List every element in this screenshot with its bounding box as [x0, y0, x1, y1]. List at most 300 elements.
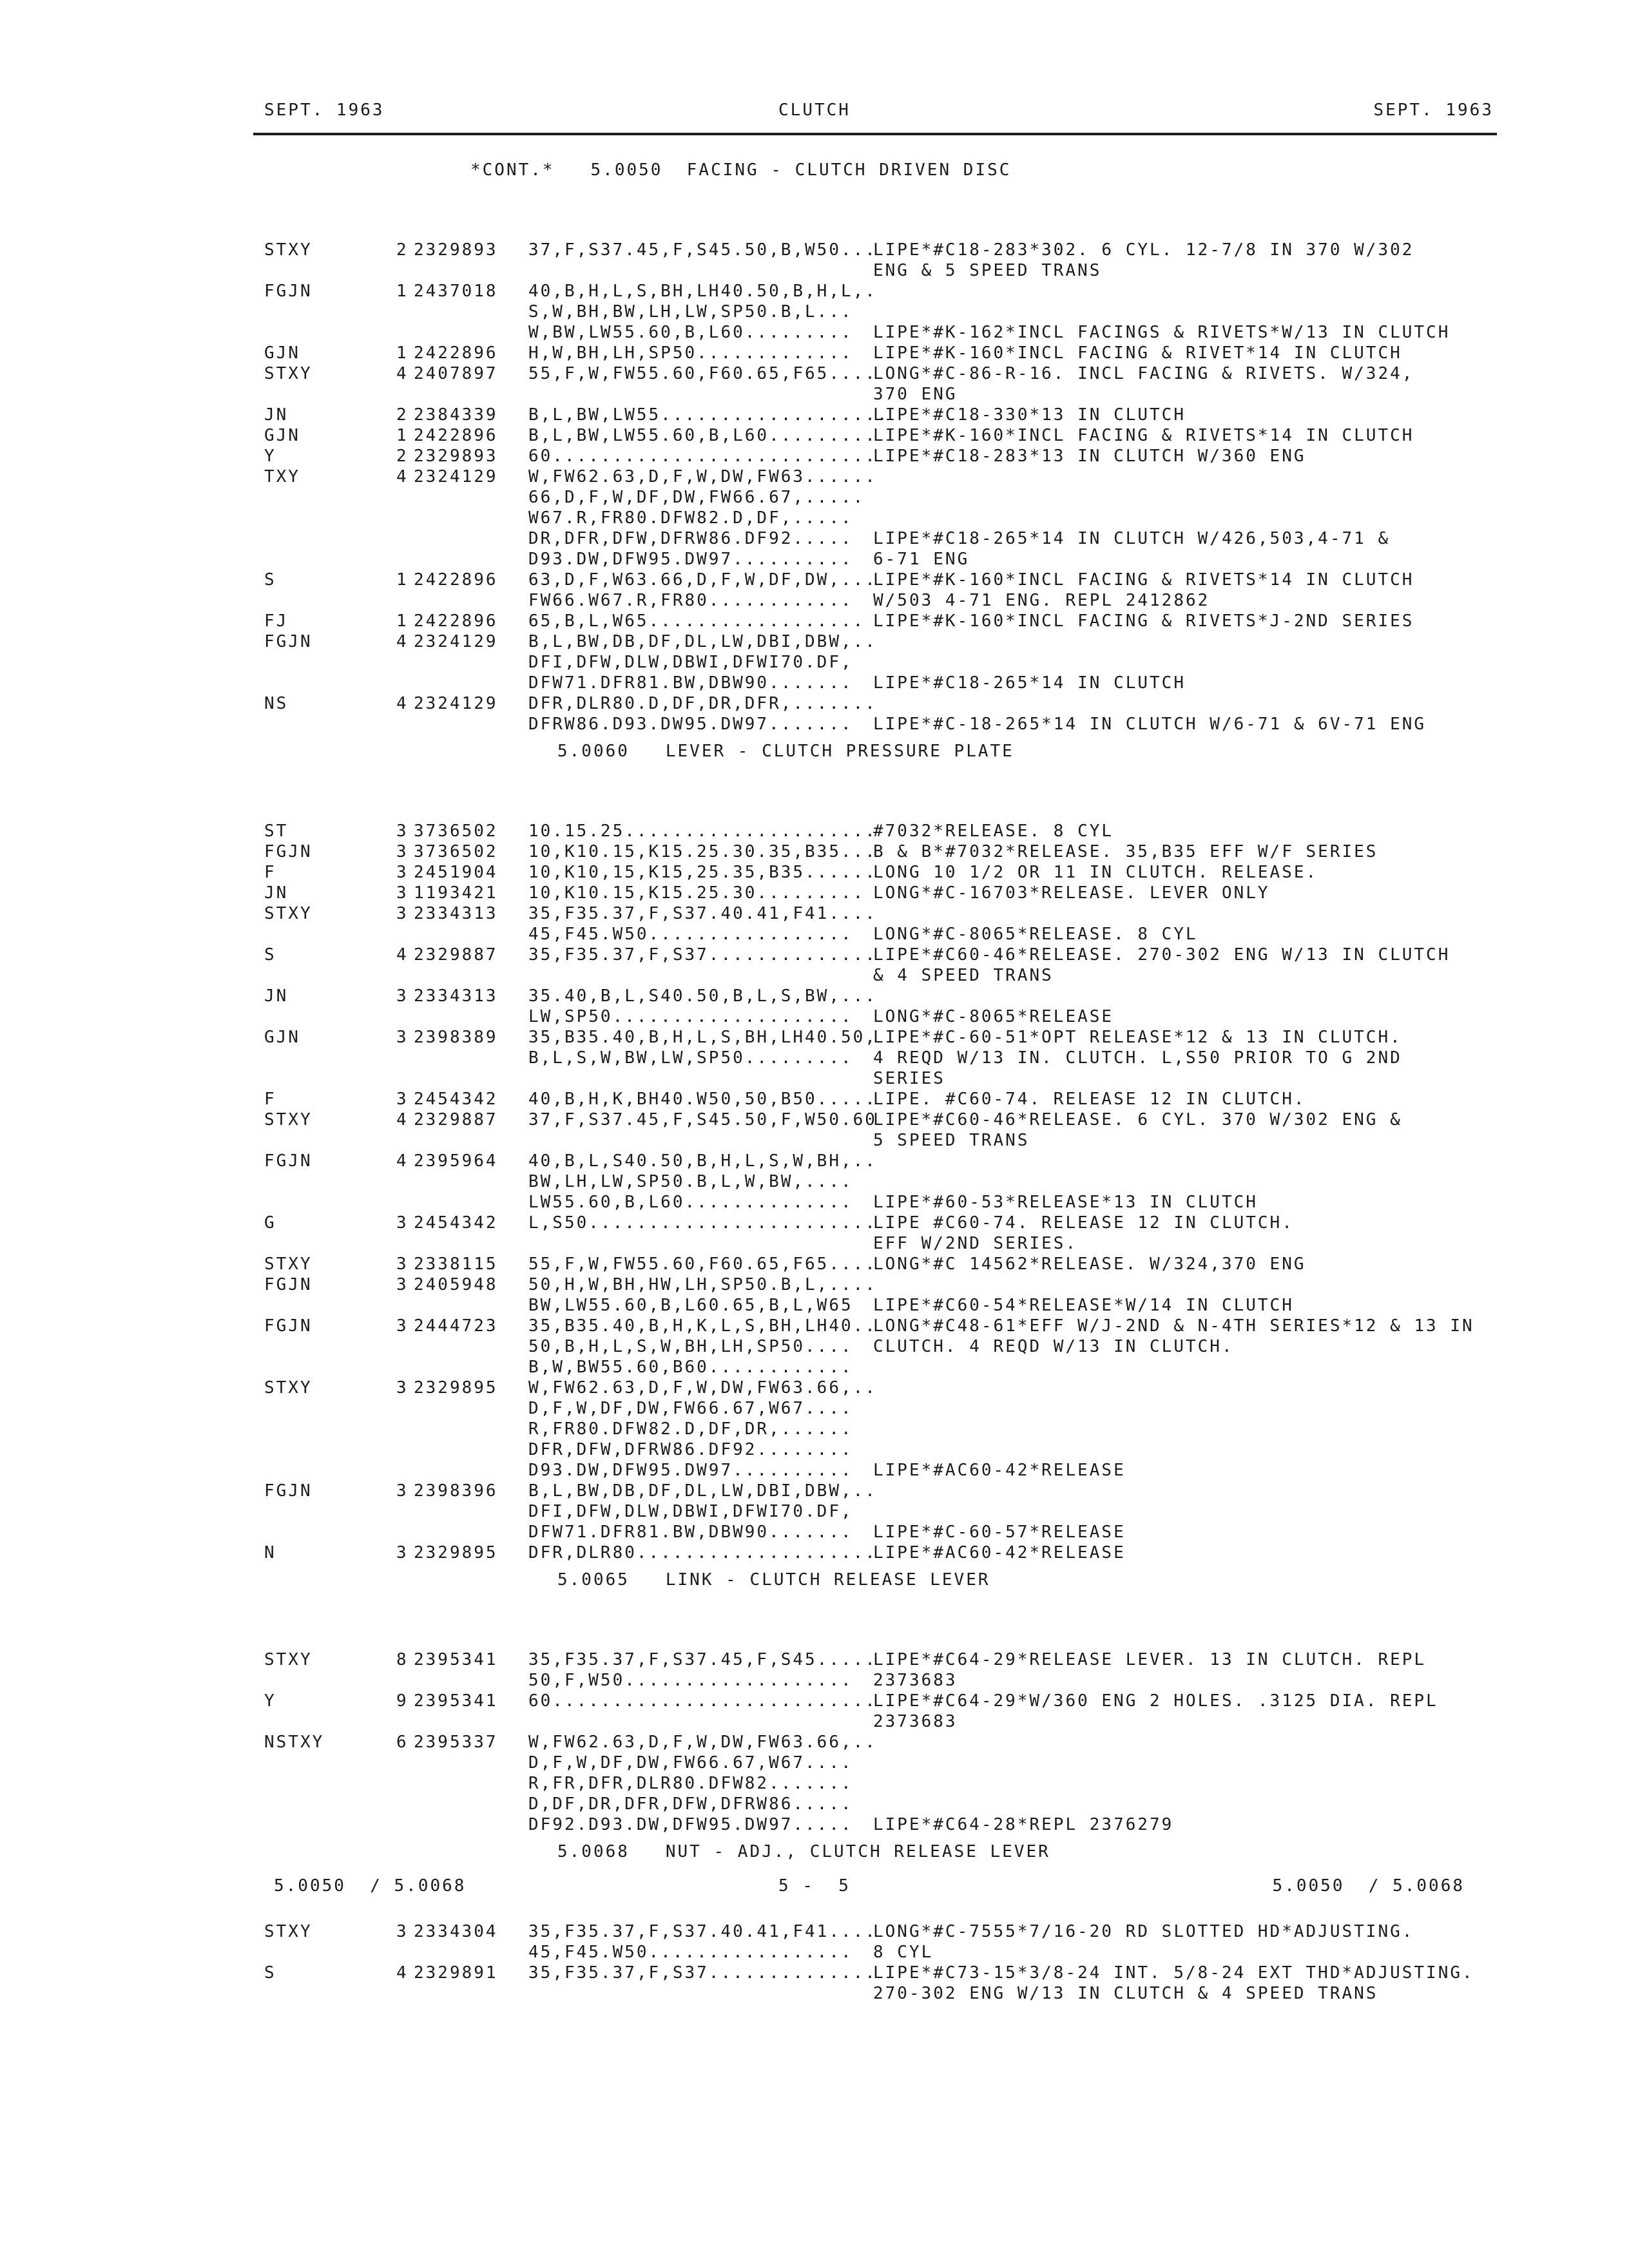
part-entry-continuation — [264, 1006, 1553, 1027]
part-description: LIPE*#C18-265*14 IN CLUTCH — [873, 673, 1186, 693]
model-code: TXY — [264, 467, 300, 486]
model-code: STXY — [264, 364, 313, 383]
quantity: 3 — [396, 1028, 409, 1047]
model-code: FGJN — [264, 282, 313, 301]
application-codes: 10,K10.15,K15.25.30.35,B35... — [528, 842, 877, 861]
quantity: 4 — [396, 1151, 409, 1171]
part-entry-continuation — [264, 1711, 1553, 1732]
application-codes: 10.15.25..................... — [528, 822, 877, 841]
application-codes: D93.DW,DFW95.DW97.......... — [528, 550, 853, 569]
application-codes: 60........................... — [528, 1691, 877, 1711]
part-description: SERIES — [873, 1069, 945, 1088]
page-number: 5 - 5 — [778, 1876, 851, 1896]
part-entry-continuation — [264, 1419, 1553, 1439]
application-codes: H,W,BH,LH,SP50............. — [528, 343, 853, 363]
part-description: LIPE*#C18-283*302. 6 CYL. 12-7/8 IN 370 W/302 — [873, 240, 1414, 260]
part-entry-continuation — [264, 1460, 1553, 1481]
quantity: 3 — [396, 883, 409, 903]
part-entry-row — [264, 841, 1553, 862]
part-description: LONG*#C-8065*RELEASE. 8 CYL — [873, 925, 1198, 944]
part-description: LIPE*#C64-29*W/360 ENG 2 HOLES. .3125 DIA. REPL — [873, 1691, 1438, 1711]
section-heading-block — [264, 741, 1553, 821]
model-code: F — [264, 1090, 276, 1109]
application-codes: 50,H,W,BH,HW,LH,SP50.B,L,.... — [528, 1275, 877, 1294]
part-description: ENG & 5 SPEED TRANS — [873, 261, 1102, 280]
part-number: 2329895 — [414, 1378, 498, 1398]
part-description: LIPE*#C64-29*RELEASE LEVER. 13 IN CLUTCH. REPL — [873, 1650, 1427, 1669]
application-codes: 65,B,L,W65.................. — [528, 611, 865, 631]
part-number: 2454342 — [414, 1213, 498, 1233]
quantity: 3 — [396, 1213, 409, 1233]
application-codes: L,S50........................ — [528, 1213, 877, 1233]
part-number: 2398389 — [414, 1028, 498, 1047]
part-description: #7032*RELEASE. 8 CYL — [873, 822, 1114, 841]
part-entry-row — [264, 240, 1553, 260]
part-entry-continuation — [264, 384, 1553, 405]
part-description: LONG*#C-16703*RELEASE. LEVER ONLY — [873, 883, 1270, 903]
part-entry-row — [264, 821, 1553, 841]
part-description: LIPE*#C60-46*RELEASE. 6 CYL. 370 W/302 ENG & — [873, 1110, 1402, 1129]
model-code: GJN — [264, 343, 300, 363]
part-entry-continuation — [264, 590, 1553, 611]
part-entry-row — [264, 903, 1553, 924]
part-number: 2329893 — [414, 447, 498, 466]
part-entry-continuation — [264, 1670, 1553, 1691]
part-entry-continuation — [264, 1357, 1553, 1378]
part-entry-continuation — [264, 302, 1553, 322]
application-codes: D93.DW,DFW95.DW97.......... — [528, 1461, 853, 1480]
part-entry-continuation — [264, 1983, 1553, 2004]
quantity: 3 — [396, 986, 409, 1006]
application-codes: FW66.W67.R,FR80............ — [528, 591, 853, 610]
part-entry-continuation — [264, 652, 1553, 673]
model-code: STXY — [264, 1922, 313, 1941]
application-codes: W,FW62.63,D,F,W,DW,FW63.66,.. — [528, 1378, 877, 1398]
model-code: FGJN — [264, 632, 313, 651]
part-entry-row — [264, 1110, 1553, 1130]
part-entry-continuation — [264, 1295, 1553, 1316]
application-codes: DFR,DLR80.D,DF,DR,DFR,....... — [528, 694, 877, 713]
part-description: EFF W/2ND SERIES. — [873, 1234, 1078, 1253]
part-description: CLUTCH. 4 REQD W/13 IN CLUTCH. — [873, 1337, 1234, 1356]
part-description: LIPE. #C60-74. RELEASE 12 IN CLUTCH. — [873, 1090, 1306, 1109]
part-number: 2334304 — [414, 1922, 498, 1941]
part-entry-continuation — [264, 1068, 1553, 1089]
part-description: LONG*#C48-61*EFF W/J-2ND & N-4TH SERIES*12 & 13 IN — [873, 1316, 1474, 1336]
part-entry-continuation — [264, 1814, 1553, 1835]
model-code: JN — [264, 883, 289, 903]
quantity: 3 — [396, 904, 409, 923]
part-number: 2324129 — [414, 694, 498, 713]
model-code: GJN — [264, 426, 300, 445]
part-number: 2329891 — [414, 1963, 498, 1983]
model-code: STXY — [264, 904, 313, 923]
part-description: LONG*#C-7555*7/16-20 RD SLOTTED HD*ADJUSTING. — [873, 1922, 1414, 1941]
part-entry-continuation — [264, 1130, 1553, 1151]
part-number: 2422896 — [414, 426, 498, 445]
quantity: 3 — [396, 863, 409, 882]
part-entry-continuation — [264, 673, 1553, 693]
part-description: B & B*#7032*RELEASE. 35,B35 EFF W/F SERIES — [873, 842, 1378, 861]
application-codes: 45,F45.W50................. — [528, 925, 853, 944]
application-codes: 50,F,W50................... — [528, 1671, 853, 1690]
section-spacer — [264, 1835, 1553, 1841]
part-description: LIPE*#C60-54*RELEASE*W/14 IN CLUTCH — [873, 1296, 1294, 1315]
part-entry-row — [264, 1274, 1553, 1295]
quantity: 3 — [396, 1481, 409, 1501]
part-number: 2395341 — [414, 1650, 498, 1669]
section-heading: *CONT.* 5.0050 FACING - CLUTCH DRIVEN DISC — [470, 160, 1012, 180]
application-codes: DFRW86.D93.DW95.DW97....... — [528, 715, 853, 734]
application-codes: BW,LH,LW,SP50.B,L,W,BW,.... — [528, 1172, 853, 1191]
part-entry-row — [264, 343, 1553, 363]
application-codes: B,W,BW55.60,B60............ — [528, 1358, 853, 1377]
application-codes: DFW71.DFR81.BW,DBW90....... — [528, 1523, 853, 1542]
application-codes: 35,F35.37,F,S37.............. — [528, 1963, 877, 1983]
part-number: 2422896 — [414, 343, 498, 363]
application-codes: 35,F35.37,F,S37.............. — [528, 945, 877, 965]
model-code: STXY — [264, 1254, 313, 1274]
part-number: 2324129 — [414, 632, 498, 651]
application-codes: 63,D,F,W63.66,D,F,W,DF,DW,... — [528, 570, 877, 590]
application-codes: W,FW62.63,D,F,W,DW,FW63.66,.. — [528, 1733, 877, 1752]
model-code: FJ — [264, 611, 289, 631]
quantity: 4 — [396, 694, 409, 713]
part-entry-row — [264, 945, 1553, 965]
part-entry-continuation — [264, 260, 1553, 281]
application-codes: B,L,S,W,BW,LW,SP50......... — [528, 1048, 853, 1068]
part-description: LIPE*#C73-15*3/8-24 INT. 5/8-24 EXT THD*ADJUSTING. — [873, 1963, 1474, 1983]
model-code: S — [264, 570, 276, 590]
application-codes: B,L,BW,DB,DF,DL,LW,DBI,DBW,.. — [528, 632, 877, 651]
footer-range-left: 5.0050 / 5.0068 — [274, 1876, 467, 1896]
quantity: 1 — [396, 426, 409, 445]
part-number: 2444723 — [414, 1316, 498, 1336]
part-description: LIPE*#AC60-42*RELEASE — [873, 1543, 1126, 1562]
part-description: LIPE*#C18-265*14 IN CLUTCH W/426,503,4-71 & — [873, 529, 1391, 548]
part-description: LONG*#C-86-R-16. INCL FACING & RIVETS. W/324, — [873, 364, 1414, 383]
model-code: NS — [264, 694, 289, 713]
part-number: 2384339 — [414, 405, 498, 425]
part-number: 2437018 — [414, 282, 498, 301]
model-code: NSTXY — [264, 1733, 325, 1752]
part-description: 6-71 ENG — [873, 550, 970, 569]
model-code: Y — [264, 447, 276, 466]
model-code: S — [264, 945, 276, 965]
quantity: 4 — [396, 632, 409, 651]
application-codes: W67.R,FR80.DFW82.D,DF,..... — [528, 508, 853, 528]
part-description: LIPE*#K-160*INCL FACING & RIVETS*14 IN CLUTCH — [873, 426, 1414, 445]
quantity: 4 — [396, 1963, 409, 1983]
model-code: F — [264, 863, 276, 882]
part-entry-continuation — [264, 1171, 1553, 1192]
model-code: FGJN — [264, 1481, 313, 1501]
part-entry-row — [264, 1963, 1553, 1983]
application-codes: DFI,DFW,DLW,DBWI,DFWI70.DF, — [528, 1502, 853, 1521]
model-code: N — [264, 1543, 276, 1562]
part-description: 8 CYL — [873, 1943, 934, 1962]
part-entry-continuation — [264, 322, 1553, 343]
quantity: 4 — [396, 364, 409, 383]
part-number: 2405948 — [414, 1275, 498, 1294]
part-entry-continuation — [264, 1794, 1553, 1814]
quantity: 3 — [396, 1090, 409, 1109]
part-entry-row — [264, 693, 1553, 714]
quantity: 3 — [396, 1543, 409, 1562]
part-entry-row — [264, 1254, 1553, 1274]
application-codes: D,DF,DR,DFR,DFW,DFRW86..... — [528, 1794, 853, 1814]
part-description: & 4 SPEED TRANS — [873, 966, 1054, 985]
quantity: 1 — [396, 343, 409, 363]
application-codes: DFR,DFW,DFRW86.DF92........ — [528, 1440, 853, 1459]
application-codes: W,BW,LW55.60,B,L60......... — [528, 323, 853, 342]
part-entry-row — [264, 405, 1553, 425]
part-number: 2334313 — [414, 904, 498, 923]
part-number: 2329893 — [414, 240, 498, 260]
part-entry-continuation — [264, 1942, 1553, 1963]
quantity: 2 — [396, 447, 409, 466]
part-entry-continuation — [264, 1398, 1553, 1419]
quantity: 3 — [396, 1378, 409, 1398]
quantity: 1 — [396, 570, 409, 590]
application-codes: D,F,W,DF,DW,FW66.67,W67.... — [528, 1753, 853, 1773]
model-code: GJN — [264, 1028, 300, 1047]
application-codes: 55,F,W,FW55.60,F60.65,F65.... — [528, 1254, 877, 1274]
part-entry-row — [264, 1213, 1553, 1233]
part-entry-row — [264, 883, 1553, 903]
part-number: 2329895 — [414, 1543, 498, 1562]
quantity: 3 — [396, 1922, 409, 1941]
part-description: LIPE*#C64-28*REPL 2376279 — [873, 1815, 1174, 1834]
part-entry-row — [264, 281, 1553, 302]
part-entry-continuation — [264, 1501, 1553, 1522]
application-codes: S,W,BH,BW,LH,LW,SP50.B,L... — [528, 302, 853, 322]
quantity: 3 — [396, 1254, 409, 1274]
application-codes: 55,F,W,FW55.60,F60.65,F65.... — [528, 364, 877, 383]
section-heading-block — [264, 1570, 1553, 1649]
part-number: 2329887 — [414, 945, 498, 965]
part-entry-row — [264, 363, 1553, 384]
model-code: JN — [264, 405, 289, 425]
part-number: 2338115 — [414, 1254, 498, 1274]
section-spacer — [264, 2004, 1553, 2010]
application-codes: 40,B,H,L,S,BH,LH40.50,B,H,L,. — [528, 282, 877, 301]
quantity: 1 — [396, 611, 409, 631]
part-number: 1193421 — [414, 883, 498, 903]
header-date-left: SEPT. 1963 — [264, 101, 385, 120]
part-entry-continuation — [264, 924, 1553, 945]
quantity: 3 — [396, 842, 409, 861]
model-code: FGJN — [264, 842, 313, 861]
application-codes: 37,F,S37.45,F,S45.50,B,W50... — [528, 240, 877, 260]
quantity: 1 — [396, 282, 409, 301]
part-description: LONG 10 1/2 OR 11 IN CLUTCH. RELEASE. — [873, 863, 1318, 882]
application-codes: DR,DFR,DFW,DFRW86.DF92..... — [528, 529, 853, 548]
quantity: 3 — [396, 1275, 409, 1294]
model-code: S — [264, 1963, 276, 1983]
application-codes: DF92.D93.DW,DFW95.DW97..... — [528, 1815, 853, 1834]
part-entry-continuation — [264, 1048, 1553, 1068]
application-codes: B,L,BW,LW55................... — [528, 405, 889, 425]
part-number: 2451904 — [414, 863, 498, 882]
part-entry-row — [264, 1027, 1553, 1048]
parts-listing — [264, 160, 1553, 2010]
part-description: 2373683 — [873, 1712, 958, 1731]
section-heading: 5.0060 LEVER - CLUTCH PRESSURE PLATE — [557, 742, 1014, 761]
application-codes: DFW71.DFR81.BW,DBW90....... — [528, 673, 853, 693]
part-number: 2395341 — [414, 1691, 498, 1711]
model-code: FGJN — [264, 1151, 313, 1171]
part-entry-continuation — [264, 1439, 1553, 1460]
part-description: LIPE*#C-18-265*14 IN CLUTCH W/6-71 & 6V-71 ENG — [873, 715, 1427, 734]
model-code: STXY — [264, 240, 313, 260]
application-codes: 37,F,S37.45,F,S45.50,F,W50.60 — [528, 1110, 877, 1129]
quantity: 9 — [396, 1691, 409, 1711]
part-number: 2422896 — [414, 611, 498, 631]
part-entry-row — [264, 1691, 1553, 1711]
application-codes: LW,SP50.................... — [528, 1007, 853, 1026]
part-number: 2324129 — [414, 467, 498, 486]
part-entry-continuation — [264, 1522, 1553, 1542]
application-codes: 35.40,B,L,S40.50,B,L,S,BW,... — [528, 986, 877, 1006]
quantity: 3 — [396, 1316, 409, 1336]
part-description: LIPE*#C18-283*13 IN CLUTCH W/360 ENG — [873, 447, 1306, 466]
application-codes: B,L,BW,LW55.60,B,L60......... — [528, 426, 877, 445]
application-codes: D,F,W,DF,DW,FW66.67,W67.... — [528, 1399, 853, 1418]
part-number: 2395337 — [414, 1733, 498, 1752]
part-entry-continuation — [264, 549, 1553, 570]
part-entry-row — [264, 1151, 1553, 1171]
part-entry-row — [264, 446, 1553, 466]
application-codes: DFI,DFW,DLW,DBWI,DFWI70.DF, — [528, 653, 853, 672]
application-codes: 35,F35.37,F,S37.45,F,S45..... — [528, 1650, 877, 1669]
model-code: JN — [264, 986, 289, 1006]
part-description: 4 REQD W/13 IN. CLUTCH. L,S50 PRIOR TO G 2ND — [873, 1048, 1402, 1068]
application-codes: 40,B,H,K,BH40.W50,50,B50..... — [528, 1090, 877, 1109]
application-codes: 35,B35.40,B,H,L,S,BH,LH40.50, — [528, 1028, 877, 1047]
application-codes: R,FR80.DFW82.D,DF,DR,...... — [528, 1419, 853, 1439]
application-codes: 10,K10.15,K15.25.30......... — [528, 883, 865, 903]
model-code: STXY — [264, 1650, 313, 1669]
quantity: 2 — [396, 405, 409, 425]
quantity: 3 — [396, 822, 409, 841]
part-description: 370 ENG — [873, 385, 958, 404]
part-entry-row — [264, 1089, 1553, 1110]
part-description: 270-302 ENG W/13 IN CLUTCH & 4 SPEED TRANS — [873, 1984, 1378, 2003]
model-code: STXY — [264, 1378, 313, 1398]
application-codes: R,FR,DFR,DLR80.DFW82....... — [528, 1774, 853, 1793]
part-description: 2373683 — [873, 1671, 958, 1690]
quantity: 4 — [396, 467, 409, 486]
footer-range-right: 5.0050 / 5.0068 — [1272, 1876, 1465, 1896]
part-entry-continuation — [264, 508, 1553, 528]
part-number: 3736502 — [414, 842, 498, 861]
part-number: 2334313 — [414, 986, 498, 1006]
part-entry-row — [264, 1732, 1553, 1753]
part-description: LIPE*#K-160*INCL FACING & RIVET*14 IN CLUTCH — [873, 343, 1402, 363]
part-entry-row — [264, 1481, 1553, 1501]
part-description: LIPE*#C18-330*13 IN CLUTCH — [873, 405, 1186, 425]
model-code: G — [264, 1213, 276, 1233]
part-number: 2454342 — [414, 1090, 498, 1109]
part-description: LIPE*#K-160*INCL FACING & RIVETS*J-2ND SERIES — [873, 611, 1414, 631]
application-codes: 66,D,F,W,DF,DW,FW66.67,..... — [528, 488, 865, 507]
part-entry-row — [264, 631, 1553, 652]
part-description: LIPE*#AC60-42*RELEASE — [873, 1461, 1126, 1480]
part-entry-continuation — [264, 528, 1553, 549]
part-entry-row — [264, 1542, 1553, 1563]
part-entry-row — [264, 425, 1553, 446]
part-number: 2407897 — [414, 364, 498, 383]
part-description: LIPE*#C-60-51*OPT RELEASE*12 & 13 IN CLUTCH. — [873, 1028, 1402, 1047]
model-code: FGJN — [264, 1316, 313, 1336]
application-codes: B,L,BW,DB,DF,DL,LW,DBI,DBW,.. — [528, 1481, 877, 1501]
application-codes: W,FW62.63,D,F,W,DW,FW63...... — [528, 467, 877, 486]
part-entry-row — [264, 1316, 1553, 1336]
part-entry-row — [264, 986, 1553, 1006]
part-description: LIPE*#K-162*INCL FACINGS & RIVETS*W/13 IN CLUTCH — [873, 323, 1451, 342]
part-description: LONG*#C 14562*RELEASE. W/324,370 ENG — [873, 1254, 1306, 1274]
part-entry-continuation — [264, 1192, 1553, 1213]
part-number: 2422896 — [414, 570, 498, 590]
part-number: 2395964 — [414, 1151, 498, 1171]
part-entry-row — [264, 1649, 1553, 1670]
part-entry-row — [264, 1378, 1553, 1398]
part-description: LIPE*#K-160*INCL FACING & RIVETS*14 IN CLUTCH — [873, 570, 1414, 590]
part-entry-row — [264, 1921, 1553, 1942]
section-spacer — [264, 735, 1553, 741]
application-codes: 50,B,H,L,S,W,BH,LH,SP50.... — [528, 1337, 853, 1356]
part-number: 3736502 — [414, 822, 498, 841]
part-description: LIPE #C60-74. RELEASE 12 IN CLUTCH. — [873, 1213, 1294, 1233]
part-entry-row — [264, 611, 1553, 631]
part-description: LONG*#C-8065*RELEASE — [873, 1007, 1114, 1026]
header-rule — [253, 133, 1497, 135]
section-heading: 5.0065 LINK - CLUTCH RELEASE LEVER — [557, 1570, 990, 1590]
application-codes: LW55.60,B,L60.............. — [528, 1193, 853, 1212]
section-heading-block — [264, 160, 1553, 240]
section-heading: 5.0068 NUT - ADJ., CLUTCH RELEASE LEVER — [557, 1842, 1050, 1861]
part-entry-continuation — [264, 965, 1553, 986]
part-entry-continuation — [264, 487, 1553, 508]
part-entry-row — [264, 570, 1553, 590]
application-codes: 35,F35.37,F,S37.40.41,F41.... — [528, 1922, 877, 1941]
application-codes: 40,B,L,S40.50,B,H,L,S,W,BH,.. — [528, 1151, 877, 1171]
quantity: 2 — [396, 240, 409, 260]
part-description: LIPE*#60-53*RELEASE*13 IN CLUTCH — [873, 1193, 1258, 1212]
part-entry-continuation — [264, 1773, 1553, 1794]
header-title: CLUTCH — [778, 101, 851, 120]
part-description: LIPE*#C60-46*RELEASE. 270-302 ENG W/13 IN CLUTCH — [873, 945, 1451, 965]
model-code: ST — [264, 822, 289, 841]
part-entry-row — [264, 862, 1553, 883]
header-date-right: SEPT. 1963 — [1373, 101, 1494, 120]
model-code: Y — [264, 1691, 276, 1711]
part-number: 2398396 — [414, 1481, 498, 1501]
application-codes: 35,B35.40,B,H,K,L,S,BH,LH40.. — [528, 1316, 877, 1336]
application-codes: 45,F45.W50................. — [528, 1943, 853, 1962]
model-code: FGJN — [264, 1275, 313, 1294]
quantity: 8 — [396, 1650, 409, 1669]
application-codes: 10,K10,15,K15,25.35,B35...... — [528, 863, 877, 882]
part-description: W/503 4-71 ENG. REPL 2412862 — [873, 591, 1210, 610]
model-code: STXY — [264, 1110, 313, 1129]
quantity: 4 — [396, 945, 409, 965]
part-description: 5 SPEED TRANS — [873, 1131, 1030, 1150]
quantity: 6 — [396, 1733, 409, 1752]
application-codes: BW,LW55.60,B,L60.65,B,L,W65 — [528, 1296, 853, 1315]
application-codes: DFR,DLR80.................... — [528, 1543, 877, 1562]
